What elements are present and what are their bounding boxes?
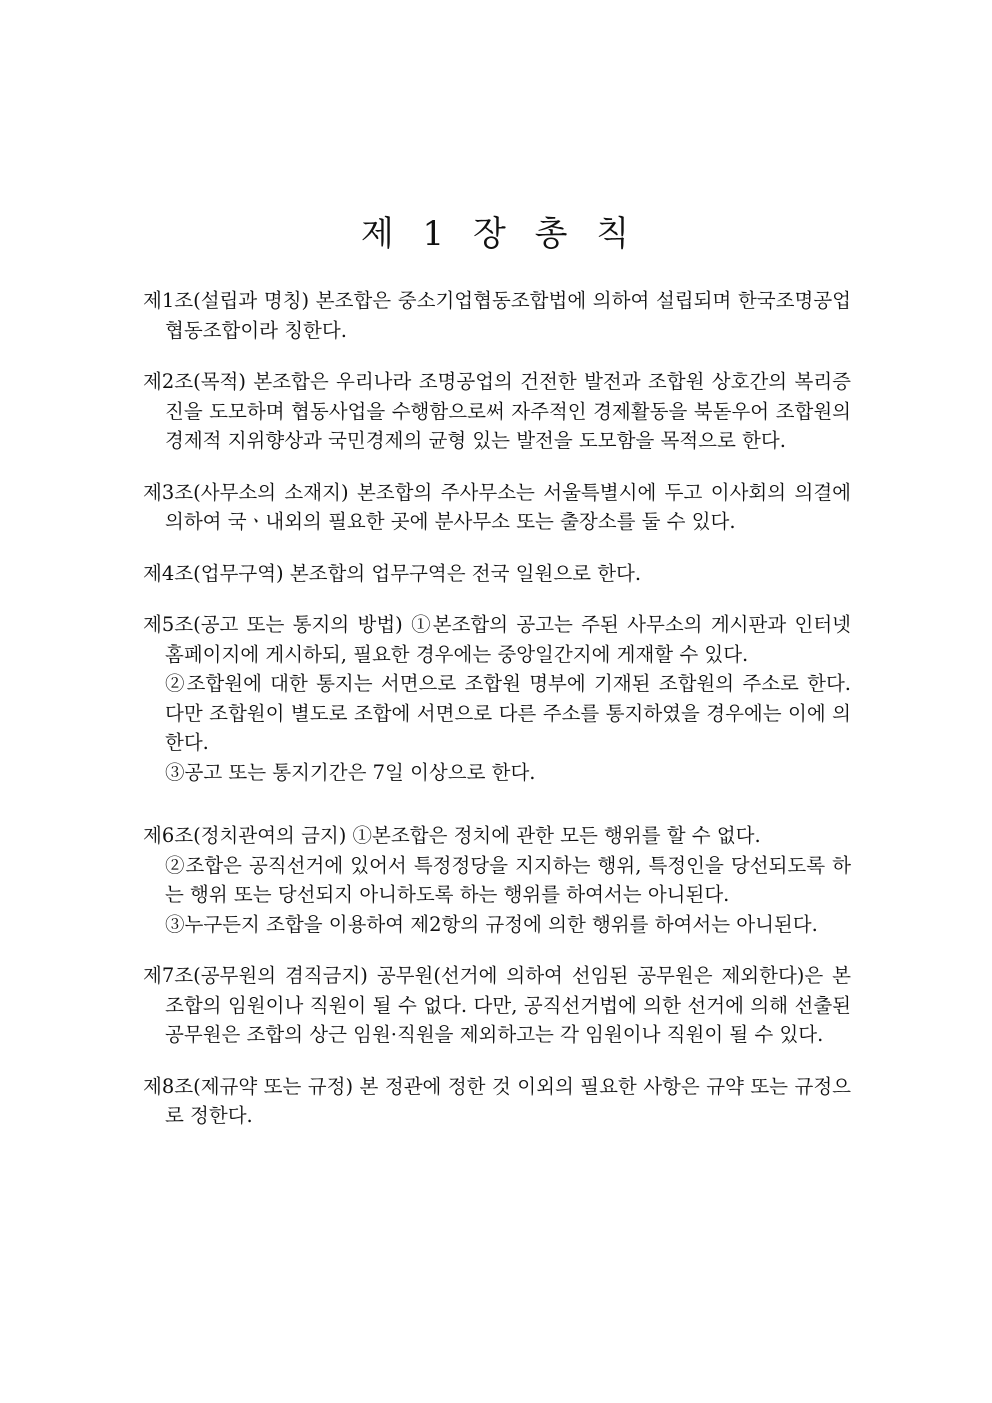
article-6 xyxy=(143,821,851,939)
article-clause: ③누구든지 조합을 이용하여 제2항의 규정에 의한 행위를 하여서는 아니된다. xyxy=(165,912,818,936)
article-text: 제3조(사무소의 소재지) 본조합의 주사무소는 서울특별시에 두고 이사회의 의결에 의하여 국ㆍ내외의 필요한 곳에 분사무소 또는 출장소를 둘 수 있다. xyxy=(143,480,851,533)
article-5 xyxy=(143,610,851,787)
article-clause: ②조합은 공직선거에 있어서 특정정당을 지지하는 행위, 특정인을 당선되도록 하는 행위 또는 당선되지 아니하도록 하는 행위를 하여서는 아니된다. xyxy=(165,853,851,906)
article-text: 제6조(정치관여의 금지) ①본조합은 정치에 관한 모든 행위를 할 수 없다. xyxy=(143,824,761,847)
articles-container xyxy=(143,286,851,1153)
article-4 xyxy=(143,559,851,589)
article-7 xyxy=(143,961,851,1050)
article-clause: ②조합원에 대한 통지는 서면으로 조합원 명부에 기재된 조합원의 주소로 한다. 다만 조합원이 별도로 조합에 서면으로 다른 주소를 통지하였을 경우에는 이에 의한다. xyxy=(165,672,851,754)
article-text: 제8조(제규약 또는 규정) 본 정관에 정한 것 이외의 필요한 사항은 규약 또는 규정으로 정한다. xyxy=(143,1074,851,1127)
chapter-title: 제 1 장 총 칙 xyxy=(360,214,632,254)
article-8 xyxy=(143,1072,851,1131)
article-text: 제7조(공무원의 겸직금지) 공무원(선거에 의하여 선임된 공무원은 제외한다)은 본 조합의 임원이나 직원이 될 수 없다. 다만, 공직선거법에 의한 선거에 의해 선출된 공무원은 조합의 상근 임원·직원을 제외하고는 각 임원이나 직원이 될 수 있다. xyxy=(143,964,851,1046)
article-1 xyxy=(143,286,851,345)
article-text: 제4조(업무구역) 본조합의 업무구역은 전국 일원으로 한다. xyxy=(143,561,642,585)
article-text: 제2조(목적) 본조합은 우리나라 조명공업의 건전한 발전과 조합원 상호간의 복리증진을 도모하며 협동사업을 수행함으로써 자주적인 경제활동을 북돋우어 조합원의 경제적 지위향상과 국민경제의 균형 있는 발전을 도모함을 목적으로 한다. xyxy=(143,370,851,452)
article-clause: ③공고 또는 통지기간은 7일 이상으로 한다. xyxy=(165,760,536,784)
article-2 xyxy=(143,367,851,456)
article-text: 제1조(설립과 명칭) 본조합은 중소기업협동조합법에 의하여 설립되며 한국조명공업협동조합이라 칭한다. xyxy=(143,289,851,342)
article-text: 제5조(공고 또는 통지의 방법) ①본조합의 공고는 주된 사무소의 게시판과 인터넷 홈페이지에 게시하되, 필요한 경우에는 중앙일간지에 게재할 수 있다. xyxy=(143,613,851,666)
article-3 xyxy=(143,478,851,537)
